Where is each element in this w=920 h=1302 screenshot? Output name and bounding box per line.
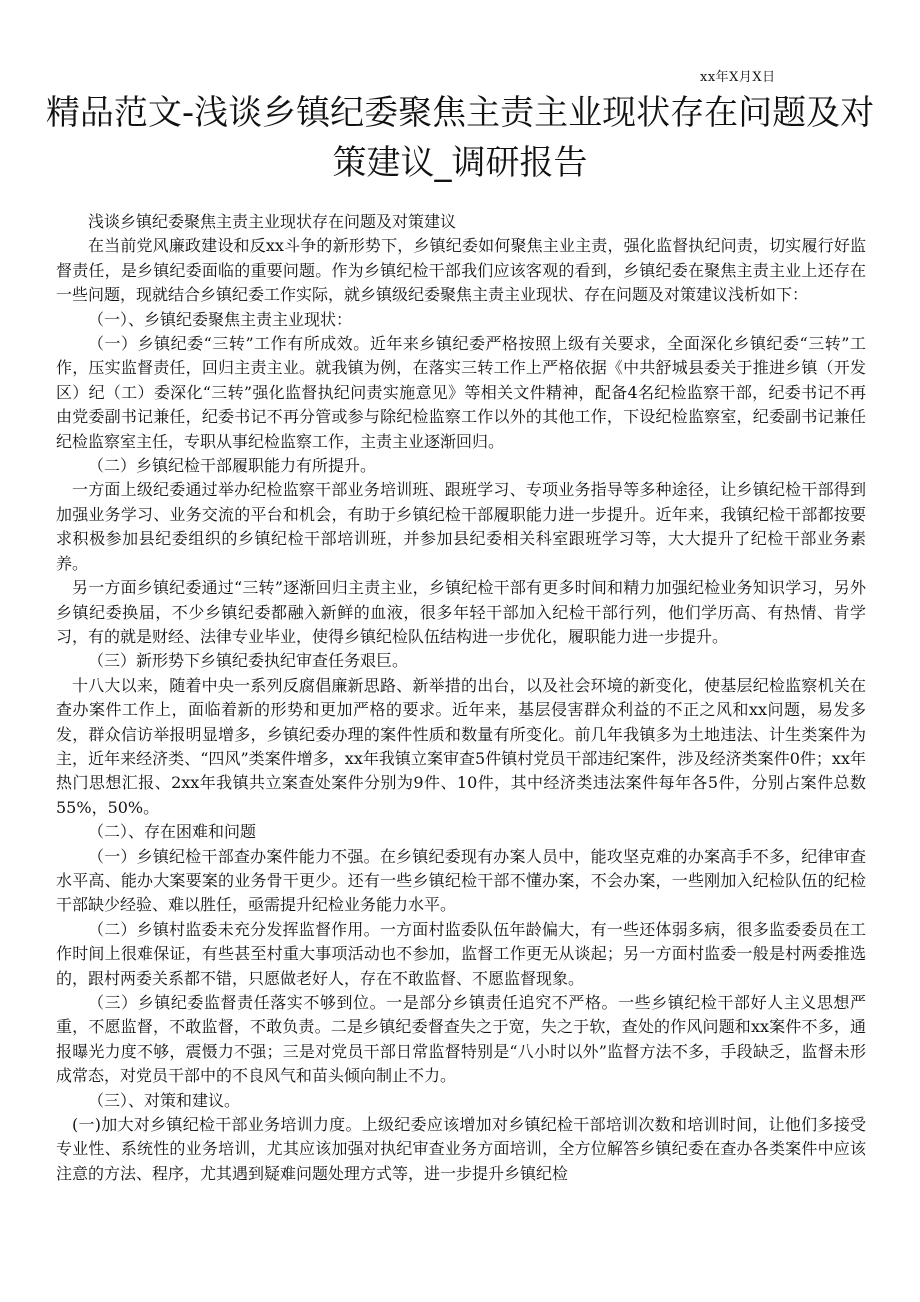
paragraph: （一）、乡镇纪委聚焦主责主业现状：: [88, 309, 353, 329]
paragraph: 一方面上级纪委通过举办纪检监察干部业务培训班、跟班学习、专项业务指导等多种途径，让乡镇纪检干部得到加强业务学习、业务交流的平台和机会，有助于乡镇纪检干部履职能力进一步提升。近年来，我镇纪检干部都按要求积极参加县纪委组织的乡镇纪检干部培训班，并参加县纪委相关科室跟班学习等，大大提升了纪检干部业务素养。: [56, 480, 866, 573]
paragraph: （二）乡镇村监委未充分发挥监督作用。一方面村监委队伍年龄偏大，有一些还体弱多病，很多监委委员在工作时间上很难保证，有些甚至村重大事项活动也不参加，监督工作更无从谈起；另一方面村监委一般是村两委推选的，跟村两委关系都不错，只愿做老好人，存在不敢监督、不愿监督现象。: [56, 919, 866, 988]
paragraph: （三）乡镇纪委监督责任落实不够到位。一是部分乡镇责任追究不严格。一些乡镇纪检干部好人主义思想严重，不愿监督，不敢监督，不敢负责。二是乡镇纪委督查失之于宽，失之于软，查处的作风问题和xx案件不多，通报曝光力度不够，震慑力不强；三是对党员干部日常监督特别是“八小时以外”监督方法不多，手段缺乏，监督未形成常态，对党员干部中的不良风气和苗头倾向制止不力。: [56, 993, 866, 1086]
paragraph: （一）乡镇纪委“三转”工作有所成效。近年来乡镇纪委严格按照上级有关要求，全面深化乡镇纪委“三转”工作，压实监督责任，回归主责主业。就我镇为例，在落实三转工作上严格依据《中共舒城县委关于推进乡镇（开发区）纪（工）委深化“三转”强化监督执纪问责实施意见》等相关文件精神，配备4名纪检监察干部，纪委书记不再由党委副书记兼任，纪委书记不再分管或参与除纪检监察工作以外的其他工作，下设纪检监察室，纪委副书记兼任纪检监察室主任，专职从事纪检监察工作，主责主业逐渐回归。: [56, 334, 866, 451]
paragraph: (一)加大对乡镇纪检干部业务培训力度。上级纪委应该增加对乡镇纪检干部培训次数和培训时间，让他们多接受专业性、系统性的业务培训，尤其应该加强对执纪审查业务方面培训，全方位解答乡镇纪委在查办各类案件中应该注意的方法、程序，尤其遇到疑难问题处理方式等，进一步提升乡镇纪检: [56, 1115, 866, 1183]
paragraph: 十八大以来，随着中央一系列反腐倡廉新思路、新举措的出台，以及社会环境的新变化，使基层纪检监察机关在查办案件工作上，面临着新的形势和更加严格的要求。近年来，基层侵害群众利益的不正之风和xx问题，易发多发，群众信访举报明显增多，乡镇纪委办理的案件性质和数量有所变化。前几年我镇多为土地违法、计生类案件为主，近年来经济类、“四风”类案件增多，xx年我镇立案审查5件镇村党员干部违纪案件，涉及经济类案件0件；xx年热门思想汇报、2xx年我镇共立案查处案件分别为9件、10件，其中经济类违法案件每年各5件，分别占案件总数55%，50%。: [56, 675, 866, 817]
paragraph: 另一方面乡镇纪委通过“三转”逐渐回归主责主业，乡镇纪检干部有更多时间和精力加强纪检业务知识学习，另外乡镇纪委换届，不少乡镇纪委都融入新鲜的血液，很多年轻干部加入纪检干部行列，他们学历高、有热情、肯学习，有的就是财经、法律专业毕业，使得乡镇纪检队伍结构进一步优化，履职能力进一步提升。: [56, 578, 866, 646]
paragraph: （二）、存在困难和问题: [88, 822, 257, 842]
document-title: 精品范文-浅谈乡镇纪委聚焦主责主业现状存在问题及对策建议_调研报告: [45, 93, 875, 183]
document-date: xx年X月X日: [700, 70, 776, 85]
paragraph: （二）乡镇纪检干部履职能力有所提升。: [88, 456, 377, 476]
paragraph: （三）新形势下乡镇纪委执纪审查任务艰巨。: [88, 651, 409, 671]
paragraph: （三）、对策和建议。: [88, 1090, 241, 1110]
paragraph: 在当前党风廉政建设和反xx斗争的新形势下，乡镇纪委如何聚焦主业主责，强化监督执纪问责，切实履行好监督责任，是乡镇纪委面临的重要问题。作为乡镇纪检干部我们应该客观的看到，乡镇纪委在聚焦主责主业上还存在一些问题，现就结合乡镇纪委工作实际，就乡镇级纪委聚焦主责主业现状、存在问题及对策建议浅析如下：: [56, 236, 866, 305]
document-body: [56, 210, 866, 1186]
paragraph: 浅谈乡镇纪委聚焦主责主业现状存在问题及对策建议: [88, 212, 457, 231]
paragraph: （一）乡镇纪检干部查办案件能力不强。在乡镇纪委现有办案人员中，能攻坚克难的办案高手不多，纪律审查水平高、能办大案要案的业务骨干更少。还有一些乡镇纪检干部不懂办案，不会办案，一些刚加入纪检队伍的纪检干部缺少经验、难以胜任，亟需提升纪检业务能力水平。: [56, 846, 866, 915]
